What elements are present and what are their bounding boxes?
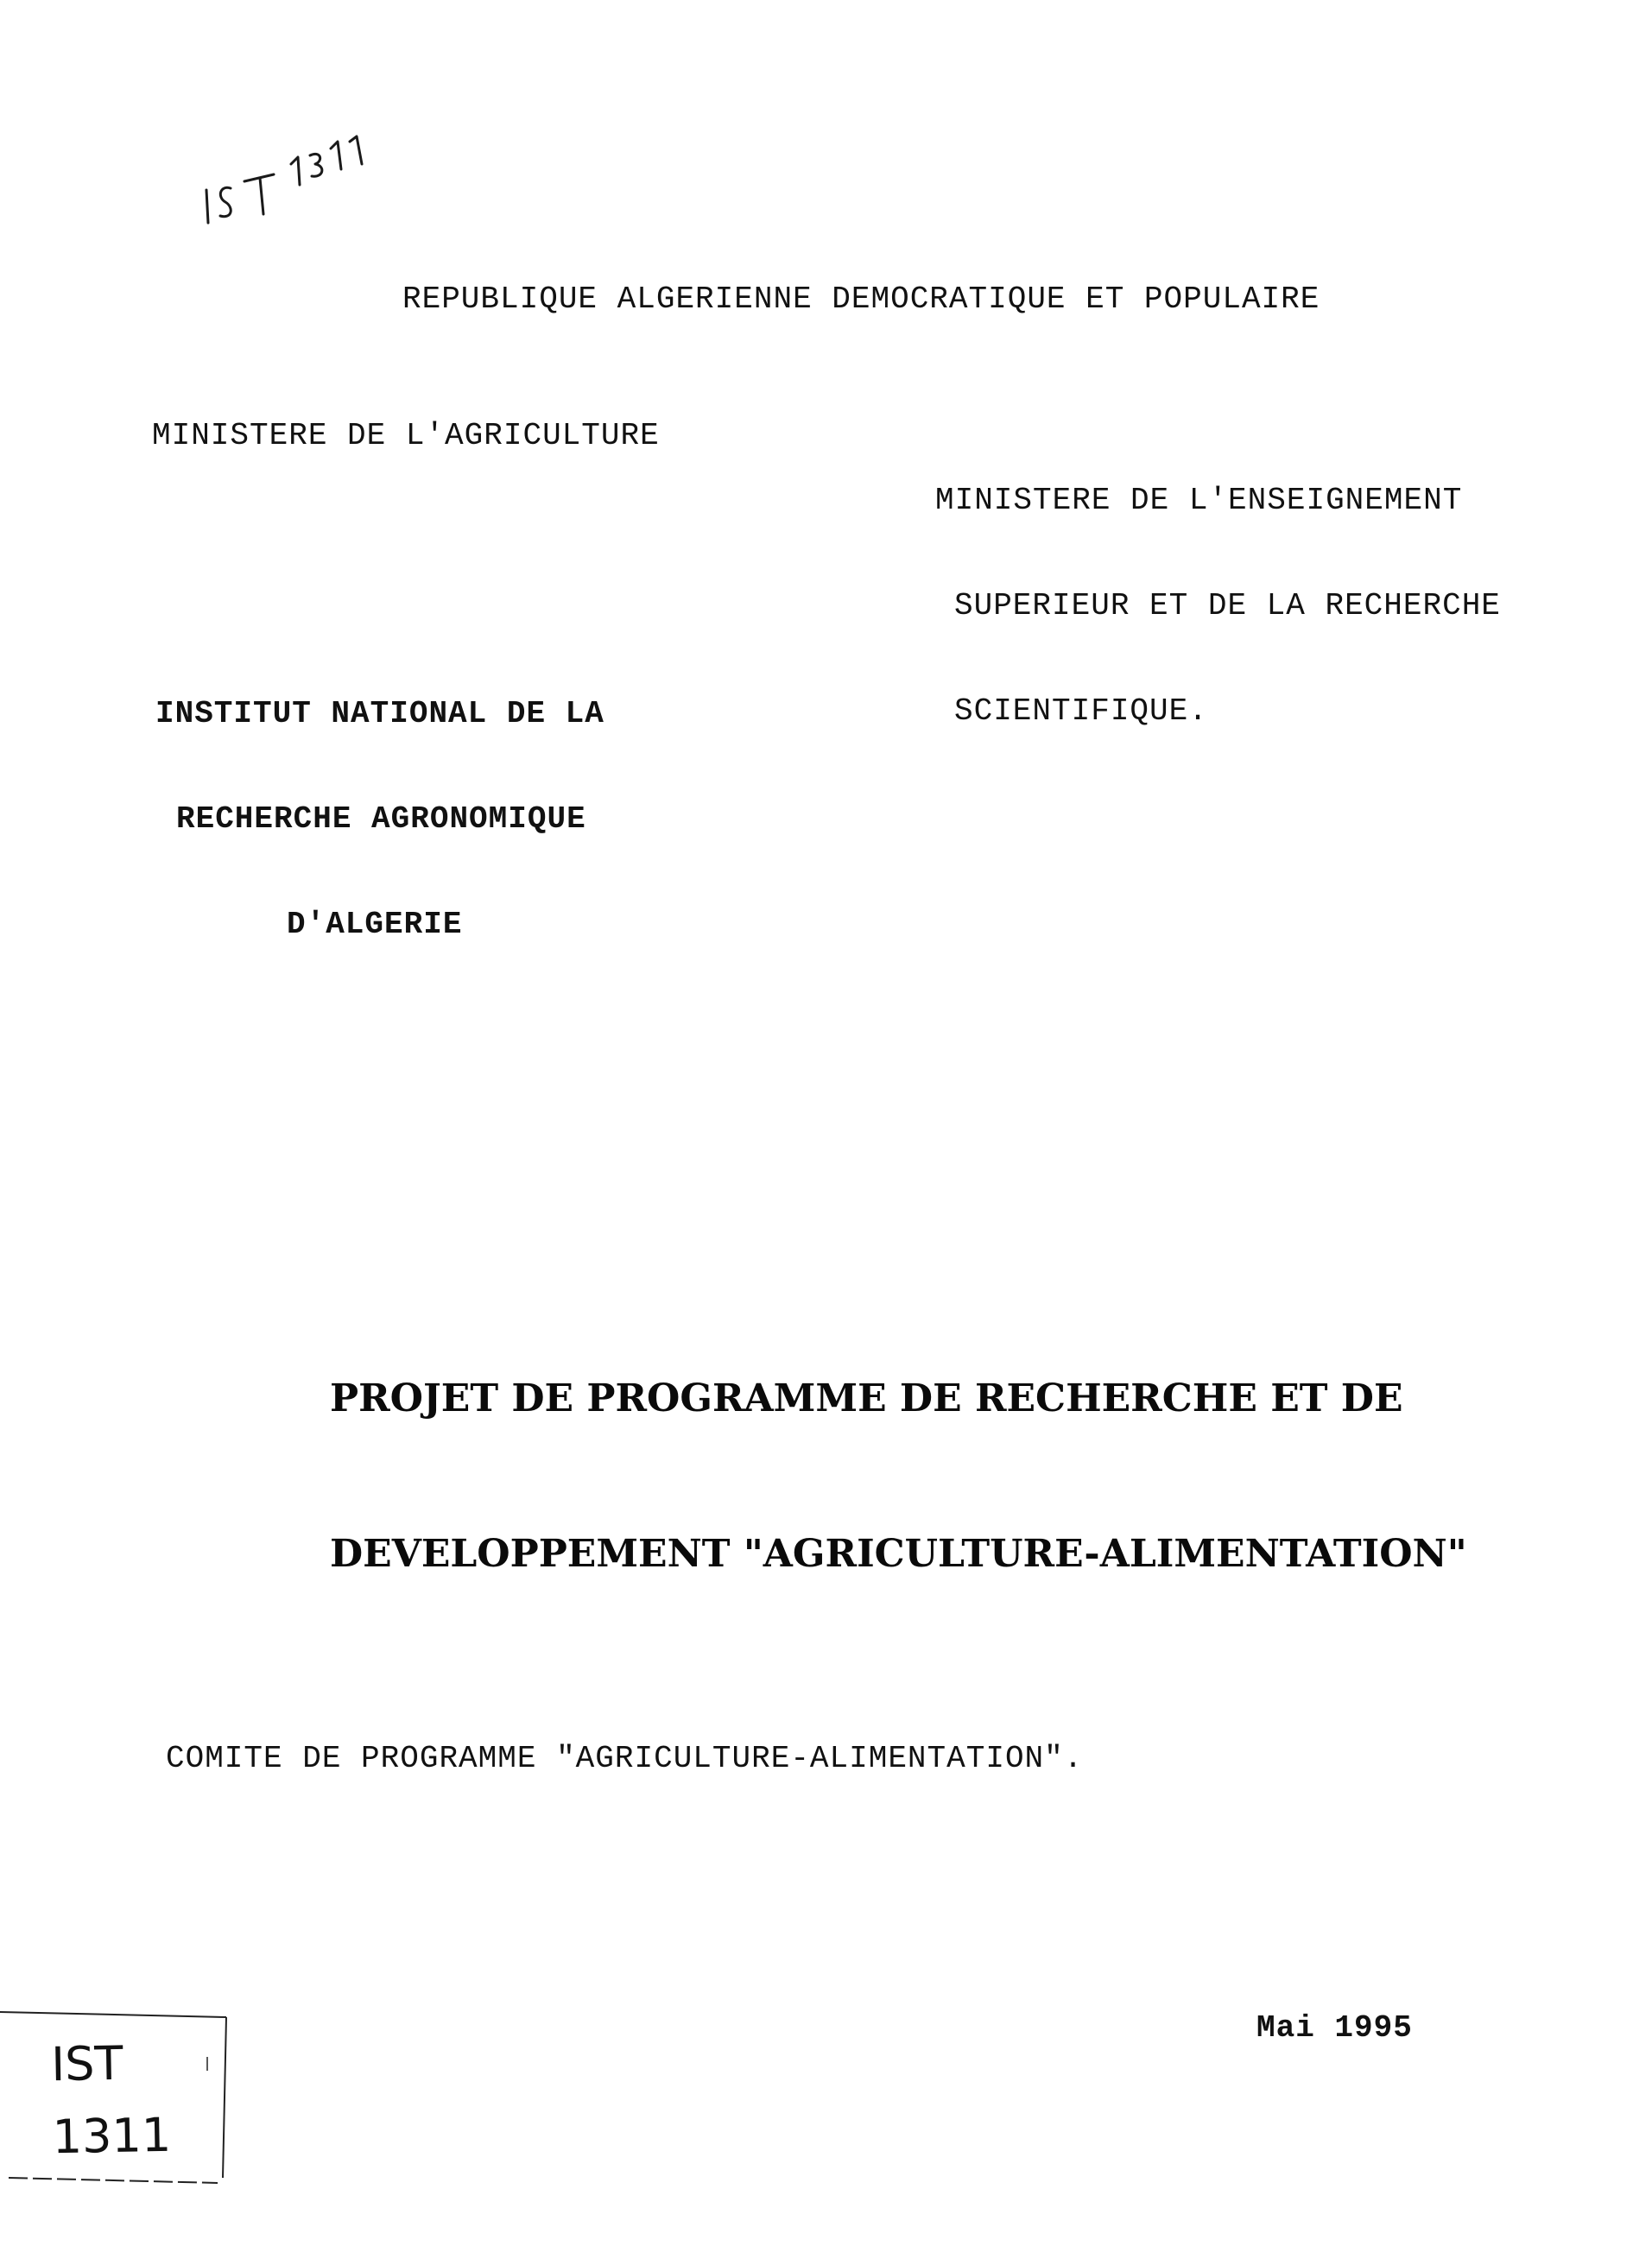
institute-line: INSTITUT NATIONAL DE LA — [155, 696, 604, 731]
ministry-higher-education — [935, 413, 1501, 800]
project-title-line: DEVELOPPEMENT "AGRICULTURE-ALIMENTATION" — [330, 1532, 1467, 1576]
project-title — [330, 1269, 1467, 1684]
republic-heading: REPUBLIQUE ALGERIENNE DEMOCRATIQUE ET POPULAIRE — [402, 282, 1320, 317]
institute-name — [155, 626, 604, 1013]
stamp-line: IST — [50, 2035, 124, 2092]
project-title-line: PROJET DE PROGRAMME DE RECHERCHE ET DE — [330, 1376, 1403, 1420]
ministry-higher-line: SCIENTIFIQUE. — [954, 693, 1208, 729]
stamp-line: 1311 — [52, 2107, 172, 2165]
committee-line: COMITE DE PROGRAMME "AGRICULTURE-ALIMENTATION". — [166, 1741, 1084, 1776]
ministry-agriculture: MINISTERE DE L'AGRICULTURE — [152, 418, 660, 453]
reference-stamp-text — [51, 2027, 172, 2173]
document-date: Mai 1995 — [1256, 2010, 1413, 2046]
handwritten-reference-note — [194, 130, 393, 242]
ministry-higher-line: SUPERIEUR ET DE LA RECHERCHE — [954, 588, 1501, 623]
ministry-higher-line: MINISTERE DE L'ENSEIGNEMENT — [935, 483, 1463, 518]
institute-line: D'ALGERIE — [287, 907, 463, 942]
institute-line: RECHERCHE AGRONOMIQUE — [176, 801, 586, 837]
